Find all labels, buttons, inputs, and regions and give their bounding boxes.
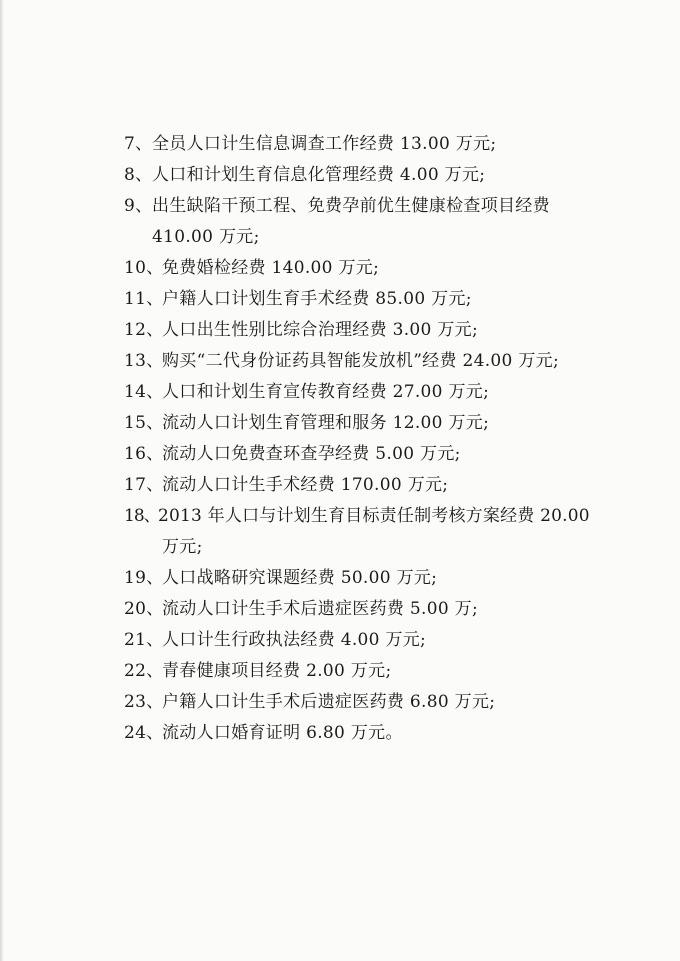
item-number: 22、 [124, 661, 164, 681]
list-item [0, 439, 680, 470]
item-number: 7、 [124, 134, 153, 154]
item-text: 流动人口计生手术经费 170.00 万元; [162, 475, 449, 495]
item-number: 10、 [124, 258, 164, 278]
item-text: 户籍人口计生手术后遗症医药费 6.80 万元; [162, 692, 496, 712]
item-number: 8、 [124, 165, 153, 185]
list-item-continuation [0, 532, 680, 563]
item-text: 全员人口计生信息调查工作经费 13.00 万元; [152, 134, 497, 154]
list-item [0, 625, 680, 656]
item-text: 人口计生行政执法经费 4.00 万元; [162, 630, 427, 650]
list-item [0, 315, 680, 346]
item-text: 出生缺陷干预工程、免费孕前优生健康检查项目经费 [152, 196, 550, 216]
item-number: 15、 [124, 413, 164, 433]
item-text: 青春健康项目经费 2.00 万元; [162, 661, 392, 681]
item-number: 9、 [124, 196, 153, 216]
item-text-continuation: 万元; [162, 537, 203, 557]
item-text: 人口战略研究课题经费 50.00 万元; [162, 568, 438, 588]
list-item [0, 563, 680, 594]
list-item [0, 191, 680, 222]
list-item [0, 129, 680, 160]
item-number: 14、 [124, 382, 164, 402]
list-item [0, 470, 680, 501]
item-number: 12、 [124, 320, 164, 340]
list-item [0, 346, 680, 377]
item-text: 人口和计划生育宣传教育经费 27.00 万元; [162, 382, 490, 402]
item-number: 23、 [124, 692, 164, 712]
item-number: 17、 [124, 475, 164, 495]
list-item-continuation [0, 222, 680, 253]
item-number: 13、 [124, 351, 164, 371]
list-item [0, 594, 680, 625]
list-item [0, 408, 680, 439]
list-item [0, 501, 680, 532]
item-text: 人口出生性别比综合治理经费 3.00 万元; [162, 320, 478, 340]
item-number: 24、 [124, 723, 164, 743]
item-text: 流动人口婚育证明 6.80 万元。 [162, 723, 403, 743]
item-number: 11、 [124, 289, 164, 309]
item-number: 21、 [124, 630, 164, 650]
item-text: 流动人口计划生育管理和服务 12.00 万元; [162, 413, 490, 433]
list-item [0, 656, 680, 687]
item-number: 20、 [124, 599, 164, 619]
list-item [0, 377, 680, 408]
item-number: 18、 [124, 506, 160, 526]
list-item [0, 284, 680, 315]
item-number: 19、 [124, 568, 164, 588]
item-text-continuation: 410.00 万元; [152, 227, 260, 247]
item-text: 2013 年人口与计划生育目标责任制考核方案经费 20.00 [158, 506, 590, 526]
list-item [0, 160, 680, 191]
list-item [0, 687, 680, 718]
budget-item-list [0, 129, 680, 749]
item-text: 户籍人口计划生育手术经费 85.00 万元; [162, 289, 472, 309]
item-number: 16、 [124, 444, 164, 464]
item-text: 人口和计划生育信息化管理经费 4.00 万元; [152, 165, 486, 185]
list-item [0, 718, 680, 749]
list-item [0, 253, 680, 284]
item-text: 流动人口计生手术后遗症医药费 5.00 万; [162, 599, 478, 619]
item-text: 免费婚检经费 140.00 万元; [162, 258, 380, 278]
item-text: 购买“二代身份证药具智能发放机”经费 24.00 万元; [162, 351, 559, 371]
item-text: 流动人口免费查环查孕经费 5.00 万元; [162, 444, 461, 464]
